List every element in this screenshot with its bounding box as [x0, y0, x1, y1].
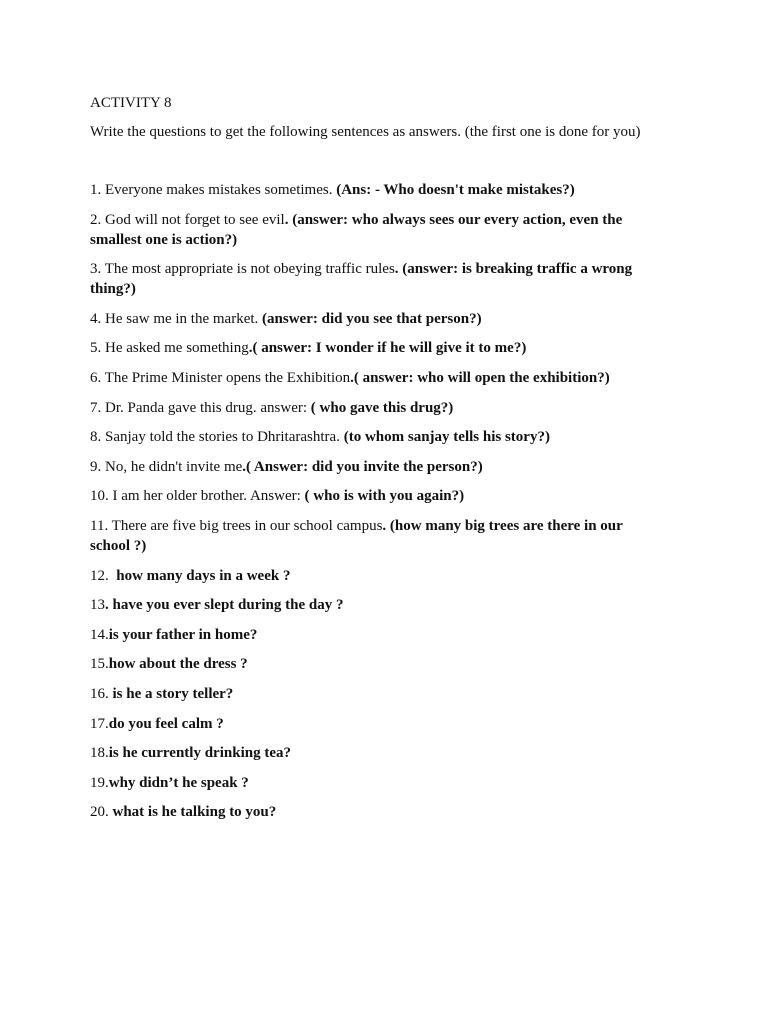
list-item	[90, 773, 660, 793]
list-item	[90, 180, 660, 200]
list-item	[90, 338, 660, 358]
sentence-text: 12.	[90, 567, 117, 584]
list-item	[90, 457, 660, 477]
answer-text: .( answer: I wonder if he will give it to me?)	[248, 340, 527, 357]
list-item	[90, 309, 660, 329]
list-item	[90, 802, 660, 822]
activity-heading: ACTIVITY 8	[90, 95, 172, 111]
list-item	[90, 714, 660, 734]
sentence-text: 14.	[90, 626, 109, 643]
sentence-text: 9. No, he didn't invite me	[90, 458, 243, 475]
list-item	[90, 259, 660, 299]
list-item	[90, 427, 660, 447]
answer-text: .( answer: who will open the exhibition?)	[350, 369, 610, 386]
list-item	[90, 566, 660, 586]
answer-text: how many days in a week ?	[116, 567, 291, 584]
answer-text: (to whom sanjay tells his story?)	[343, 429, 550, 446]
sentence-text: 3. The most appropriate is not obeying traffic rules	[90, 261, 395, 278]
sentence-text: 2. God will not forget to see evil	[90, 211, 285, 228]
sentence-text: 4. He saw me in the market.	[90, 310, 263, 327]
answer-text: (answer: did you see that person?)	[262, 310, 482, 327]
answer-text: . (answer: is breaking traffic a wrong thing?)	[90, 261, 633, 298]
list-item	[90, 516, 660, 556]
sentence-text: 15.	[90, 656, 109, 673]
sentence-text: 11. There are five big trees in our school campus	[90, 517, 383, 534]
sentence-text: 6. The Prime Minister opens the Exhibition	[90, 369, 351, 386]
list-item	[90, 368, 660, 388]
list-item	[90, 398, 660, 418]
list-item	[90, 654, 660, 674]
sentence-text: 10. I am her older brother. Answer:	[90, 488, 305, 505]
answer-text: is he currently drinking tea?	[108, 745, 291, 762]
answer-text: is he a story teller?	[112, 685, 234, 702]
list-item	[90, 595, 660, 615]
answer-text: . (how many big trees are there in our school ?)	[90, 517, 623, 554]
sentence-text: 19.	[90, 774, 109, 791]
document-page	[90, 93, 660, 832]
sentence-text: 17.	[90, 715, 109, 732]
sentence-text: 13	[90, 597, 105, 614]
answer-text: . (answer: who always sees our every action, even the smallest one is action?)	[90, 211, 623, 248]
sentence-text: 7. Dr. Panda gave this drug. answer:	[90, 399, 311, 416]
answer-text: is your father in home?	[108, 626, 258, 643]
list-item	[90, 486, 660, 506]
list-item	[90, 743, 660, 763]
answer-text: ( who is with you again?)	[304, 488, 465, 505]
sentence-text: 5. He asked me something	[90, 340, 249, 357]
list-item	[90, 625, 660, 645]
sentence-text: 16.	[90, 685, 113, 702]
sentence-text: 1. Everyone makes mistakes sometimes.	[90, 182, 337, 198]
list-item	[90, 684, 660, 704]
answer-text: . have you ever slept during the day ?	[105, 597, 344, 614]
instruction-text: Write the questions to get the following sentences as answers. (the first one is done for you)	[90, 124, 641, 140]
answer-text: (Ans: - Who doesn't make mistakes?)	[336, 182, 575, 198]
answer-text: ( who gave this drug?)	[310, 399, 454, 416]
sentence-text: 20.	[90, 804, 113, 821]
answer-text: what is he talking to you?	[112, 804, 277, 821]
answer-text: do you feel calm ?	[108, 715, 224, 732]
answer-text: why didn’t he speak ?	[108, 774, 249, 791]
sentence-text: 8. Sanjay told the stories to Dhritarashtra.	[90, 429, 344, 446]
answer-text: .( Answer: did you invite the person?)	[242, 458, 483, 475]
answer-text: how about the dress ?	[108, 656, 248, 673]
question-list	[90, 180, 660, 822]
sentence-text: 18.	[90, 745, 109, 762]
list-item	[90, 210, 660, 250]
